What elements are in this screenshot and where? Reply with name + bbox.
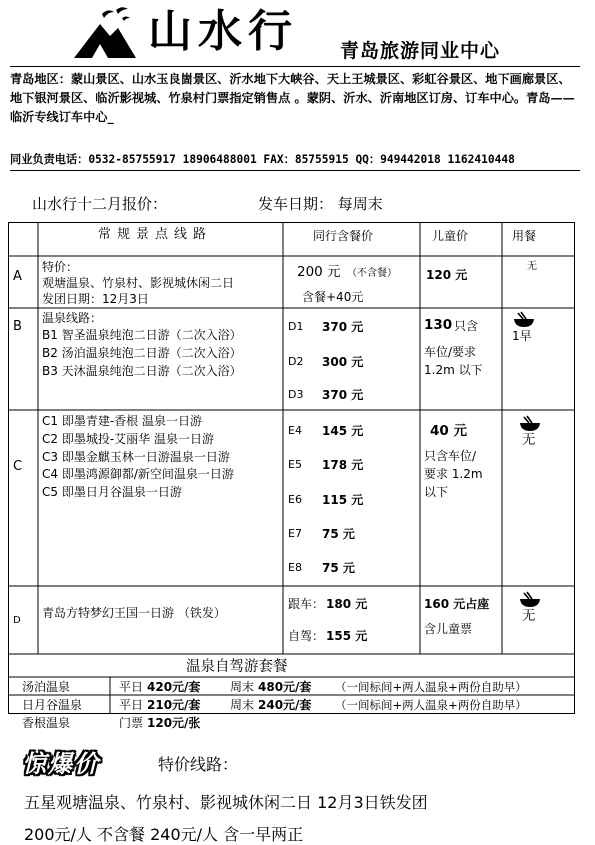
row-b-d3-price: 370 元 — [322, 388, 364, 402]
row-b-child-line-1: 车位/要求 — [424, 345, 477, 359]
package-3-weekday: 120元/张 — [147, 716, 201, 730]
intro-paragraph: 青岛地区：蒙山景区、山水玉良崮景区、沂水地下大峡谷、天上王城景区、彩虹谷景区、地下画廊景区、地下银河景区、临沂影视城、竹泉村门票指定销售点 。蒙阴、沂水、沂南地区订房、订车中心。青岛——临沂专线订车中心_ — [10, 72, 575, 124]
row-a-line-3: 发团日期：12月3日 — [42, 292, 149, 306]
row-c-child-line-1: 只含车位/ — [424, 449, 477, 463]
row-d-child-line-2: 含儿童票 — [424, 622, 473, 636]
row-c-e7-code: E7 — [288, 527, 302, 540]
contact-divider — [10, 170, 580, 171]
package-2-weekend-label: 周末 — [230, 698, 255, 712]
row-b-child-line-2: 1.2m 以下 — [424, 363, 483, 377]
row-b-line-3: B2 汤泊温泉纯泡二日游（二次入浴） — [42, 346, 242, 360]
header-price: 同行含餐价 — [313, 229, 374, 243]
row-a-price: 200 元 — [297, 264, 341, 280]
rice-bowl-icon — [518, 590, 542, 608]
row-c-line-1: C1 即墨青建-香根 温泉一日游 — [42, 414, 202, 428]
special-price-line: 200元/人 不含餐 240元/人 含一早两正 — [24, 825, 304, 844]
header-divider — [10, 66, 580, 67]
row-b-d1-price: 370 元 — [322, 320, 364, 334]
quote-title: 山水行十二月报价： — [32, 195, 168, 213]
row-a-child: 120 元 — [426, 268, 468, 282]
row-c-line-4: C4 即墨鸿源御都/新空间温泉一日游 — [42, 467, 234, 481]
row-b-meal: 1早 — [512, 329, 532, 343]
package-1-weekday-label: 平日 — [119, 680, 144, 694]
row-d-follow-price: 180 元 — [326, 597, 368, 611]
row-c-e8-price: 75 元 — [322, 561, 355, 575]
special-route-line: 五星观塘温泉、竹泉村、影视城休闲二日 12月3日铁发团 — [24, 793, 428, 812]
mountain-bird-logo-icon — [70, 4, 140, 62]
row-c-e4-code: E4 — [288, 424, 302, 437]
row-c-line-3: C3 即墨金麒玉林一日游温泉一日游 — [42, 450, 230, 464]
package-3-name: 香根温泉 — [22, 716, 71, 730]
package-1-note: （一间标间+两人温泉+两份自助早） — [335, 680, 527, 694]
row-d-letter: D — [13, 615, 21, 626]
row-c-e5-code: E5 — [288, 458, 302, 471]
brand-name: 山水行 — [148, 6, 298, 57]
row-d-follow-code: 跟车： — [288, 597, 325, 611]
row-d-line-1: 青岛方特梦幻王国一日游 （铁发） — [42, 606, 226, 620]
package-title: 温泉自驾游套餐 — [186, 659, 288, 675]
row-b-line-4: B3 天沐温泉纯泡二日游（二次入浴） — [42, 364, 242, 378]
package-2-weekday-label: 平日 — [119, 698, 144, 712]
header-child: 儿童价 — [432, 229, 469, 243]
row-b-d1-code: D1 — [288, 320, 304, 333]
row-a-line-2: 观塘温泉、竹泉村、影视城休闲二日 — [42, 276, 235, 290]
row-a-letter: A — [13, 269, 22, 284]
header-route: 常规景点线路 — [98, 227, 213, 242]
row-b-child-price: 130 — [424, 317, 453, 333]
row-b-d2-code: D2 — [288, 355, 304, 368]
package-1-weekend: 480元/套 — [258, 680, 312, 694]
package-2-name: 日月谷温泉 — [22, 698, 83, 712]
row-b-line-2: B1 智圣温泉纯泡二日游（二次入浴） — [42, 328, 242, 342]
package-2-weekday: 210元/套 — [147, 698, 201, 712]
package-1-name: 汤泊温泉 — [22, 680, 71, 694]
row-c-e5-price: 178 元 — [322, 458, 364, 472]
row-a-price-note: （不含餐） — [347, 268, 397, 279]
rice-bowl-icon — [512, 310, 536, 328]
departure-date: 发车日期： 每周末 — [258, 195, 383, 213]
row-c-e8-code: E8 — [288, 561, 302, 574]
row-b-child-suffix: 只含 — [454, 319, 479, 333]
row-a-line-1: 特价： — [42, 260, 79, 274]
row-c-meal: 无 — [522, 432, 536, 448]
row-c-e7-price: 75 元 — [322, 527, 355, 541]
row-b-letter: B — [13, 319, 22, 334]
row-c-line-5: C5 即墨日月谷温泉一日游 — [42, 485, 182, 499]
special-route-label: 特价线路： — [158, 755, 239, 774]
row-b-d2-price: 300 元 — [322, 355, 364, 369]
package-3-weekday-label: 门票 — [119, 716, 144, 730]
row-c-line-2: C2 即墨城投-艾丽华 温泉一日游 — [42, 432, 214, 446]
contact-line: 同业负责电话：0532-85755917 18906488001 FAX：85755915 QQ：949442018 1162410448 — [10, 153, 515, 166]
row-c-child-price: 40 元 — [430, 423, 467, 439]
rice-bowl-icon — [518, 414, 542, 432]
row-d-meal: 无 — [522, 608, 536, 624]
row-c-e6-price: 115 元 — [322, 493, 364, 507]
agency-name: 青岛旅游同业中心 — [340, 40, 501, 62]
row-b-line-1: 温泉线路： — [42, 311, 103, 325]
row-c-e4-price: 145 元 — [322, 424, 364, 438]
package-1-weekday: 420元/套 — [147, 680, 201, 694]
row-c-child-line-2: 要求 1.2m — [424, 467, 483, 481]
row-d-self-price: 155 元 — [326, 629, 368, 643]
row-d-self-code: 自驾： — [288, 629, 325, 643]
row-c-e6-code: E6 — [288, 493, 302, 506]
row-a-meal: 无 — [527, 261, 537, 272]
hot-price-stamp: 惊爆价 — [22, 749, 100, 778]
package-2-note: （一间标间+两人温泉+两份自助早） — [335, 698, 527, 712]
row-c-letter: C — [13, 459, 23, 474]
row-c-child-line-3: 以下 — [424, 485, 449, 499]
header-meal: 用餐 — [512, 229, 537, 243]
package-2-weekend: 240元/套 — [258, 698, 312, 712]
row-a-price-extra: 含餐+40元 — [302, 290, 364, 304]
row-d-child-line-1: 160 元占座 — [424, 597, 490, 611]
row-b-d3-code: D3 — [288, 388, 304, 401]
package-1-weekend-label: 周末 — [230, 680, 255, 694]
